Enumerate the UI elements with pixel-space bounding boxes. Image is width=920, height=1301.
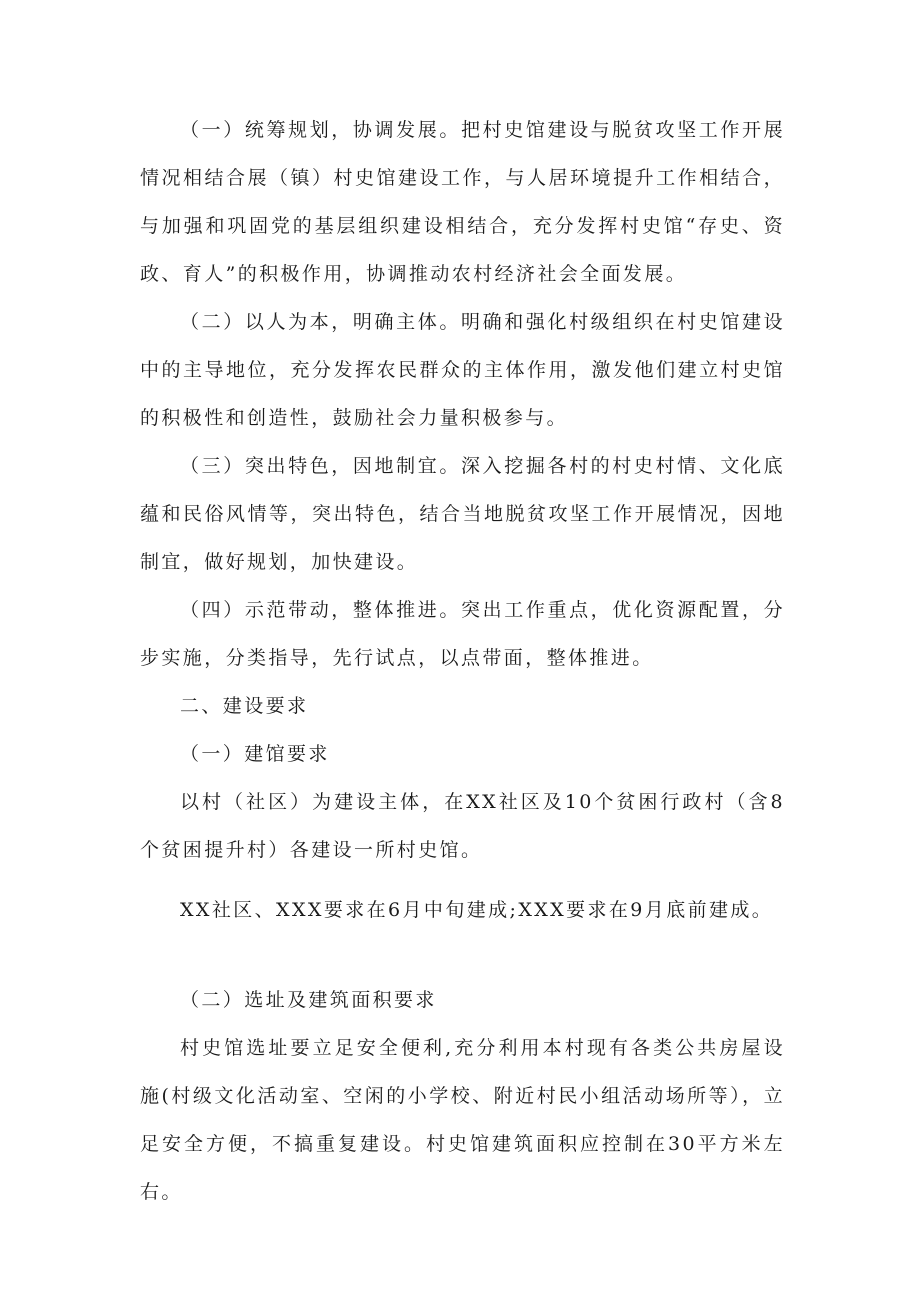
paragraph-people-oriented: （二）以人为本，明确主体。明确和强化村级组织在村史馆建设中的主导地位，充分发挥农民群众的主体作用，激发他们建立村史馆的积极性和创造性，鼓励社会力量积极参与。 <box>140 311 785 429</box>
subsection-title-site: （二）选址及建筑面积要求 <box>180 989 437 1011</box>
paragraph-demonstration: （四）示范带动，整体推进。突出工作重点，优化资源配置，分步实施，分类指导，先行试点，以点带面，整体推进。 <box>140 599 785 669</box>
paragraph-construction-subject: 以村（社区）为建设主体，在XX社区及10个贫困行政村（含8个贫困提升村）各建设一所村史馆。 <box>140 791 785 861</box>
paragraph-local-features: （三）突出特色，因地制宜。深入挖掘各村的村史村情、文化底蕴和民俗风情等，突出特色，结合当地脱贫攻坚工作开展情况，因地制宜，做好规划，加快建设。 <box>140 455 785 573</box>
paragraph-construction-schedule: XX社区、XXX要求在6月中旬建成;XXX要求在9月底前建成。 <box>180 899 774 921</box>
section-title: 二、建设要求 <box>180 695 309 717</box>
subsection-title-construction: （一）建馆要求 <box>180 743 330 765</box>
paragraph-coordinated-planning: （一）统筹规划，协调发展。把村史馆建设与脱贫攻坚工作开展情况相结合展（镇）村史馆建设工作，与人居环境提升工作相结合，与加强和巩固党的基层组织建设相结合，充分发挥村史馆“存史、资政、育人”的积极作用，协调推动农村经济社会全面发展。 <box>140 119 785 285</box>
paragraph-site-requirements: 村史馆选址要立足安全便利,充分利用本村现有各类公共房屋设施(村级文化活动室、空闲的小学校、附近村民小组活动场所等），立足安全方便，不搞重复建设。村史馆建筑面积应控制在30平方米左右。 <box>140 1037 785 1203</box>
